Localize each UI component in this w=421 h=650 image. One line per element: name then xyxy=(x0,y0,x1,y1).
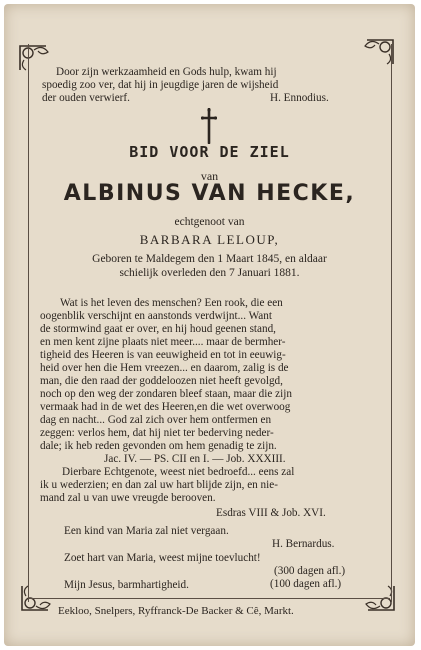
prayer-author: H. Bernardus. xyxy=(272,538,335,550)
body-line: Wat is het leven des menschen? Een rook, die een xyxy=(60,297,283,309)
spouse-name: BARBARA LELOUP, xyxy=(139,232,280,247)
prayer-line: Mijn Jesus, barmhartigheid. xyxy=(64,579,189,591)
wife-line: ik u wederzien; en dan zal uw hart blijde zijn, en nie- xyxy=(40,479,278,491)
prayer-line: Een kind van Maria zal niet vergaan. xyxy=(64,525,229,537)
body-line: man, die den raad der goddeloozen niet heeft gevolgd, xyxy=(40,375,283,387)
spouse-label: echtgenoot van xyxy=(174,216,245,228)
memorial-card xyxy=(4,4,415,646)
deceased-name: ALBINUS VAN HECKE, xyxy=(63,181,356,206)
body-line: tigheid des Heeren is van eeuwigheid en tot in eeuwig- xyxy=(40,349,286,361)
body-line: en men kent zijne plaats niet meer.... maar de bermher- xyxy=(40,336,286,348)
body-line: zeggen: verlos hem, dat hij niet ter bederving neder- xyxy=(40,427,274,439)
prayer-heading: BID VOOR DE ZIEL xyxy=(129,143,290,161)
body-line: dag en nacht... God zal zich over hem ontfermen en xyxy=(40,414,272,426)
cross-icon xyxy=(201,108,217,144)
indulgence-note: (300 dagen afl.) xyxy=(274,565,346,577)
van-label: van xyxy=(200,169,219,183)
printer-imprint: Eekloo, Snelpers, Ryffranck-De Backer & Cê, Markt. xyxy=(58,605,294,617)
body-line: de stormwind gaat er over, en hij houd geenen stand, xyxy=(40,323,276,335)
quote-author: H. Ennodius. xyxy=(270,92,329,104)
quote-line: Door zijn werkzaamheid en Gods hulp, kwam hij xyxy=(56,66,277,78)
death-line: schielijk overleden den 7 Januari 1881. xyxy=(119,267,300,279)
divider xyxy=(28,598,390,599)
scripture-reference: Jac. IV. — PS. CII en I. — Job. XXXIII. xyxy=(104,453,286,465)
body-line: vermaak had in de wet des Heeren,en die wet overwoog xyxy=(40,401,291,413)
prayer-line: Zoet hart van Maria, weest mijne toevlucht! xyxy=(64,552,261,564)
wife-line: Dierbare Echtgenote, weest niet bedroefd... eens zal xyxy=(62,466,295,478)
birth-line: Geboren te Maldegem den 1 Maart 1845, en aldaar xyxy=(92,253,327,265)
body-line: oogenblik verschijnt en aanstonds verdwijnt... Want xyxy=(40,310,272,322)
body-line: heid over hen die Hem vreezen... en daarom, zalig is de xyxy=(40,362,289,374)
scripture-reference: Esdras VIII & Job. XVI. xyxy=(216,507,326,519)
wife-line: mand zal u van uwe vreugde berooven. xyxy=(40,492,216,504)
quote-line: der ouden verwierf. xyxy=(42,92,130,104)
body-line: noch op den weg der zondaren bleef staan, maar die zijn xyxy=(40,388,292,400)
body-line: dale; ik heb reden gevonden om hem genadig te zijn. xyxy=(40,440,277,452)
quote-line: spoedig zoo ver, dat hij in jeugdige jaren de wijsheid xyxy=(42,79,279,91)
indulgence-note: (100 dagen afl.) xyxy=(270,578,342,590)
